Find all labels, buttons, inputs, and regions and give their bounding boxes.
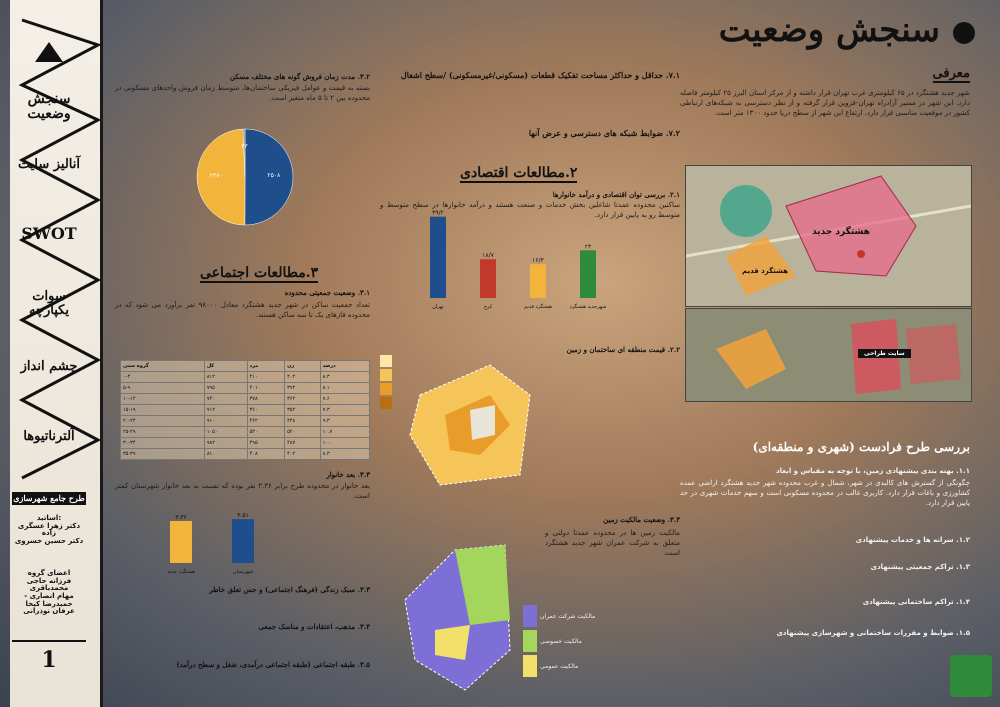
bar-value-label-3: ۲۳ — [584, 243, 592, 251]
table-cell: ۱۰-۱۴ — [121, 394, 205, 405]
table-cell: ۴۴۸ — [285, 416, 321, 427]
ownership-legend — [523, 605, 595, 677]
table-cell: ۳۵۲ — [285, 405, 321, 416]
table-cell: ۴۰۸ — [247, 449, 284, 460]
sidebar-item-vision[interactable]: چشم انداز — [20, 359, 78, 374]
table-cell: ۴۰۲ — [285, 449, 321, 460]
table-row — [121, 394, 370, 405]
table-row — [121, 449, 370, 460]
bar-1 — [232, 519, 254, 563]
bar-category-label-2: هشتگرد قدیم — [524, 304, 552, 310]
household-bar-chart — [160, 505, 320, 575]
table-header-cell: گروه سنی — [121, 361, 205, 372]
table-cell: ۳۵-۳۹ — [121, 449, 205, 460]
price-legend-4 — [380, 397, 392, 409]
members-block — [12, 570, 86, 616]
bar-0 — [170, 521, 192, 563]
sale-paragraph: بسته به قیمت و عوامل فیزیکی ساختمان‌ها، متوسط زمان فروش واحدهای مسکونی در محدوده بین ۲ تا ۵ ماه متغیر است. — [115, 84, 370, 102]
table-cell: ۳۶۰ — [247, 405, 284, 416]
table-cell: ۱۵-۱۹ — [121, 405, 205, 416]
ownership-heading: ۳.۳. وضعیت مالکیت زمین — [603, 515, 680, 524]
table-cell: ۷۹۵ — [204, 383, 247, 394]
social-heading: ۳.مطالعات اجتماعی — [200, 265, 319, 281]
table-cell: ۸.۳ — [320, 449, 369, 460]
location-map-bottom — [685, 308, 972, 402]
bar-2 — [530, 264, 546, 298]
sidebar-item-alternatives[interactable]: آلترناتیوها — [23, 429, 75, 444]
table-cell: ۴۰۱ — [247, 383, 284, 394]
bar-value-label-2: ۱۶/۳ — [532, 257, 544, 265]
intro-heading: معرفی — [932, 66, 970, 81]
instructors-label: اساتید: — [36, 514, 62, 522]
table-cell: ۴۱۰ — [247, 372, 284, 383]
sidebar-item-site-analysis[interactable]: آنالیز سایت — [17, 157, 80, 172]
table-row — [121, 416, 370, 427]
economic-paragraph: ساکنین محدوده عمدتا شاغلین بخش خدمات و صنعت هستند و درآمد خانوارها در سطح متوسط و متوسط رو به پایین قرار دارد. — [380, 201, 680, 219]
bar-value-label-1: ۱۸/۷ — [482, 252, 494, 260]
table-cell: ۸۱۲ — [204, 372, 247, 383]
instructors-block — [12, 515, 86, 546]
table-cell: ۱۰۵۰ — [204, 427, 247, 438]
table-cell: ۵۲۰ — [285, 427, 321, 438]
sidebar-logo-icon — [12, 38, 86, 70]
ownership-legend-3: مالکیت عمومی — [523, 655, 595, 677]
page-title: سنجش وضعیت — [718, 10, 940, 50]
location-map-top — [685, 165, 972, 307]
ownership-paragraph: مالکیت زمین ها در محدوده عمدتا دولتی و متعلق به شرکت عمران شهر جدید هشتگرد است. — [545, 529, 680, 557]
price-legend-2 — [380, 369, 392, 381]
member-2: مهام انصاری - حمیدرضا کیخا — [24, 592, 74, 608]
table-cell: ۰-۴ — [121, 372, 205, 383]
household-heading: ۳.۳. بعد خانوار — [326, 470, 370, 479]
mobility-heading: ۳.۴. مذهب، اعتقادات و مناسک جمعی — [258, 622, 370, 631]
table-cell: ۷.۶ — [320, 394, 369, 405]
table-cell: ۷۴۰ — [204, 394, 247, 405]
table-cell: ۸۱۰ — [204, 449, 247, 460]
land-use-item-5: ۱.۵. ضوابط و مقررات ساختمانی و شهرسازی پیشنهادی — [776, 629, 970, 637]
table-header-cell: درصد — [320, 361, 369, 372]
economic-bar-chart — [420, 205, 620, 310]
publisher-logo-icon — [950, 655, 992, 697]
title-dot-icon — [953, 22, 975, 44]
jobs-heading: ۳.۵. طبقه اجتماعی (طبقه اجتماعی درآمدی، شغل و سطح درآمد) — [176, 660, 370, 669]
economic-subheading: ۲.۱. بررسی توان اقتصادی و درآمد خانوارها — [552, 190, 680, 199]
land-price-heading: ۲.۲. قیمت منطقه ای ساختمان و زمین — [566, 345, 680, 354]
social-paragraph: تعداد جمعیت ساکن در شهر جدید هشتگرد معادل ۹۸۰۰۰ نفر برآورد می شود که در محدوده فازهای یک تا سه ساکن هستند. — [115, 301, 370, 319]
page-number: 1 — [12, 640, 86, 672]
table-cell: ۳۶۲ — [285, 394, 321, 405]
sale-pie-chart — [190, 122, 300, 232]
course-title: طرح جامع شهرسازی — [13, 493, 85, 503]
land-use-item-3: ۱.۳. تراکم جمعیتی پیشنهادی — [870, 563, 970, 571]
old-town-label: هشتگرد قدیم — [742, 267, 789, 275]
table-cell: ۵-۹ — [121, 383, 205, 394]
table-cell: ۱۰.۷ — [320, 427, 369, 438]
economic-heading: ۲.مطالعات اقتصادی — [460, 165, 578, 181]
sidebar-item-swot[interactable]: SWOT — [21, 224, 77, 243]
site-label: سایت طراحی — [858, 349, 911, 358]
pie-label-0: ۲۵۰۸ — [267, 172, 281, 180]
table-row — [121, 372, 370, 383]
table-header-row — [121, 361, 370, 372]
land-use-item-2: ۱.۲. سرانه ها و خدمات پیشنهادی — [855, 536, 970, 544]
table-header-cell: مرد — [247, 361, 284, 372]
table-cell: ۵۳۰ — [247, 427, 284, 438]
pie-label-1: ۲۴۷۰ — [209, 172, 223, 180]
price-legend-1 — [380, 355, 392, 367]
table-row — [121, 438, 370, 449]
table-row — [121, 383, 370, 394]
table-row — [121, 427, 370, 438]
member-1: فرزانه حاجی محمدباقری — [26, 576, 72, 593]
table-cell: ۴۹۵ — [247, 438, 284, 449]
bar-0 — [430, 217, 446, 298]
table-cell: ۸.۱ — [320, 383, 369, 394]
bar-value-label-1: ۳.۵۱ — [237, 512, 249, 520]
table-header-cell: زن — [285, 361, 321, 372]
social-table — [120, 360, 370, 460]
sale-heading: ۳.۲. مدت زمان فروش گونه های مختلف مسکن — [229, 72, 370, 81]
network-heading: ۷.۲. ضوابط شبکه های دسترسی و عرض آنها — [528, 128, 680, 138]
bar-1 — [480, 259, 496, 298]
bar-value-label-0: ۳۹/۲ — [432, 209, 444, 217]
intro-paragraph: شهر جدید هشتگرد در ۶۵ کیلومتری غرب تهران قرار داشته و از مرکز استان البرز ۲۵ کیلومتر فاصله دارد. این شهر در مسیر آزادراه تهران-قزوین قرار گرفته و از نظر دسترسی به شبکه‌های ارتباطی کشور در موقعیت مناسبی قرار دارد. ارتفاع این شهر از سطح دریا حدود ۱۳۰۰ متر است. — [680, 89, 970, 117]
members-label: اعضای گروه — [27, 569, 71, 577]
ownership-map — [395, 530, 520, 695]
bar-category-label-1: کرج — [483, 304, 493, 310]
table-row — [121, 405, 370, 416]
table-cell: ۹۸۲ — [204, 438, 247, 449]
table-cell: ۷۱۲ — [204, 405, 247, 416]
table-cell: ۲۰-۲۴ — [121, 416, 205, 427]
land-use-item-4: ۱.۴. تراکم ساختمانی پیشنهادی — [862, 598, 970, 606]
table-cell: ۳۷۸ — [247, 394, 284, 405]
sidebar-item-assessment[interactable]: سنجش وضعیت — [27, 91, 71, 123]
land-use-paragraph: چگونگی از گسترش های کالبدی در شهر، شمال و غرب محدوده شهر جدید هشتگرد اراضی عمده کشاورزی و باغات قرار دارد. کاربری غالب در محدوده مسکونی است و سهم خدمات شهری در حد پایین قرار دارد. — [680, 479, 970, 507]
instructor-2: دکتر حسین خسروی — [14, 537, 84, 546]
bar-category-label-0: تهران — [432, 304, 444, 310]
table-cell: ۴۶۲ — [247, 416, 284, 427]
land-price-map — [400, 355, 540, 495]
bar-3 — [580, 250, 596, 298]
table-cell: ۲۵-۲۹ — [121, 427, 205, 438]
bar-value-label-0: ۳.۳۶ — [175, 514, 187, 521]
table-cell: ۷.۳ — [320, 405, 369, 416]
pie-label-2: ۳۳ — [241, 143, 248, 151]
table-cell: ۹۱۰ — [204, 416, 247, 427]
land-use-heading: بررسی طرح فرادست (شهری و منطقه‌ای) — [752, 440, 970, 454]
price-legend — [380, 355, 392, 409]
table-cell: ۳۹۴ — [285, 383, 321, 394]
table-cell: ۳۰-۳۴ — [121, 438, 205, 449]
bar-category-label-3: شهرجدید هشتگرد — [569, 304, 607, 310]
table-cell: ۱۰.۰ — [320, 438, 369, 449]
residency-heading: ۳.۳. سبک زندگی (فرهنگ اجتماعی) و حس تعلق خاطر — [209, 585, 370, 594]
household-paragraph: بعد خانوار در محدوده طرح برابر ۳.۳۶ نفر بوده که نسبت به بعد خانوار شهرستان کمتر است. — [115, 482, 370, 500]
table-cell: ۹.۳ — [320, 416, 369, 427]
social-subheading: ۳.۱. وضعیت جمعیتی محدوده — [284, 288, 370, 297]
ownership-legend-2: مالکیت خصوصی — [523, 630, 595, 652]
price-legend-3 — [380, 383, 392, 395]
table-cell: ۴۸۷ — [285, 438, 321, 449]
new-town-label: هشتگرد جدید — [812, 227, 870, 237]
infrastructure-heading: ۷.۱. حداقل و حداکثر مساحت تفکیک قطعات (مسکونی/غیرمسکونی) /سطح اشغال — [400, 70, 680, 80]
table-cell: ۸.۳ — [320, 372, 369, 383]
bar-category-label-1: شهرستان — [232, 569, 254, 575]
land-use-item-1: ۱.۱. بهنه بندی پیشنهادی زمین، با توجه به مقیاس و ابعاد — [776, 467, 970, 475]
instructor-1: دکتر زهرا عسگری زاده — [17, 521, 81, 538]
table-cell: ۴۰۲ — [285, 372, 321, 383]
ownership-legend-1: مالکیت شرکت عمران — [523, 605, 595, 627]
member-3: عرفان نوذرانی — [23, 607, 75, 616]
sidebar-item-integrated-swot[interactable]: سوات یکپارچه — [29, 289, 69, 319]
table-header-cell: کل — [204, 361, 247, 372]
bar-category-label-0: هشتگرد جدید — [167, 569, 195, 575]
